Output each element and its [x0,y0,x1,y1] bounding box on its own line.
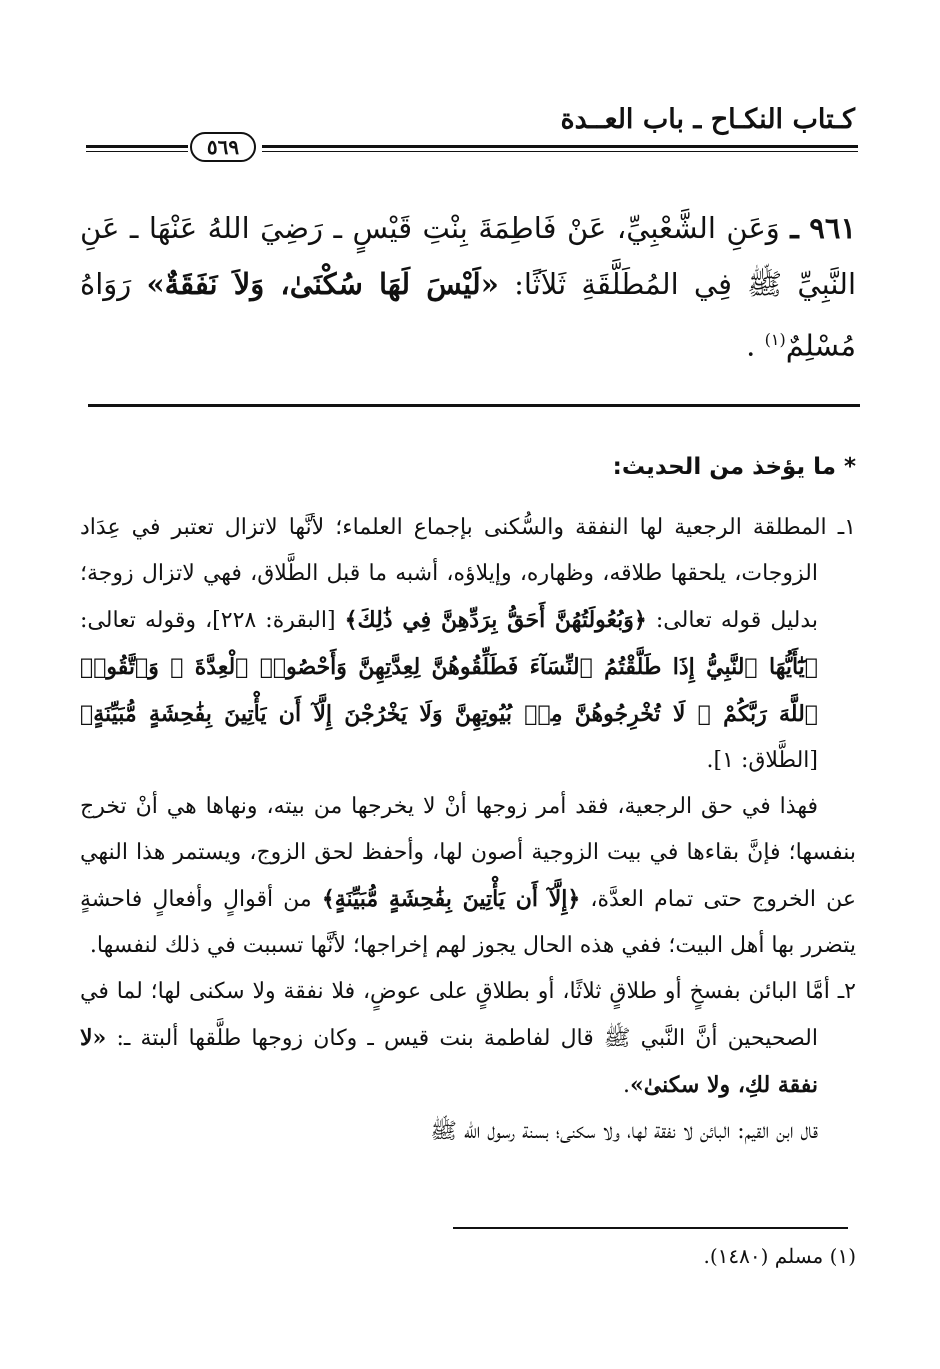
point-1-text-a: ١ـ المطلقة الرجعية لها النفقة والسُّكنى بإجماع العلماء؛ لأنَّها لاتزال تعتبر في عِدَاد الزوجات، يلحقها طلاقه، وظهاره، وإيلاؤه، أشبه ما قبل الطَّلاق، فهي لاتزال زوجة؛ بدليل قوله تعالى: [80,515,856,633]
point-1-continuation [80,784,856,969]
point-2-text-a: ٢ـ أمَّا البائن بفسخٍ أو طلاقٍ ثلاثًا، أو بطلاقٍ على عوضٍ، فلا نفقة ولا سكنى لها؛ لما في الصحيحين أنَّ النَّبي ﷺ قال لفاطمة بنت قيس ـ وكان زوجها طلَّقها ألبتة ـ: [80,979,856,1051]
footnote: (١) مسلم (١٤٨٠). [703,1244,856,1268]
footnote-marker[interactable]: (١) [764,330,786,349]
section-divider [88,404,860,407]
quran-verse-talaq: ﴿يَٰٓأَيُّهَا ٱلنَّبِيُّ إِذَا طَلَّقْتُمُ ٱلنِّسَآءَ فَطَلِّقُوهُنَّ لِعِدَّتِهِنَّ وَأَحْصُوا۟ ٱلْعِدَّةَ ۖ وَٱتَّقُوا۟ ٱللَّهَ رَبَّكُمْ ۖ لَا تُخْرِجُوهُنَّ مِنۢ بُيُوتِهِنَّ وَلَا يَخْرُجْنَ إِلَّآ أَن يَأْتِينَ بِفَٰحِشَةٍ مُّبَيِّنَةٍ﴾ [80,654,818,727]
running-title: كـتاب النكـاح ـ باب العــدة [560,104,855,135]
hadith-end: . [746,328,765,363]
point-1-text-b: [البقرة: ٢٢٨]، وقوله تعالى: [80,608,345,633]
hadith-source: رَوَاهُ مُسْلِمٌ [80,267,856,363]
point-2 [80,969,856,1109]
point-1b-text-b: من أقوالٍ وأفعالٍ فاحشةٍ يتضرر بها أهل البيت؛ ففي هذه الحال يجوز لهم إخراجها؛ لأنَّها تسببت في ذلك لنفسها. [80,887,856,958]
point-1-text-c: [الطَّلاق: ١]. [706,748,818,773]
hadith-dash: ـ [790,211,799,245]
commentary-body [80,505,856,1155]
point-1b-text-a: فهذا في حق الرجعية، فقد أمر زوجها أنْ لا يخرجها من بيته، ونهاها هي أنْ تخرج بنفسها؛ فإنَّ بقاءها في بيت الزوجية أصون لها، وأحفظ لحق الزوج، ويستمر هذا النهي عن الخروج حتى تمام العدَّة، [80,794,856,912]
header-rule-left [86,145,188,148]
page-number: ٥٦٩ [190,132,256,162]
point-2-text-b: . [623,1073,631,1098]
header-rule-right-thin [262,151,858,152]
footnote-rule [453,1227,848,1229]
header-rule-right [262,145,858,148]
quran-verse-baqara: ﴿وَبُعُولَتُهُنَّ أَحَقُّ بِرَدِّهِنَّ فِي ذَٰلِكَ﴾ [344,607,647,633]
quran-verse-fahisha: ﴿إِلَّآ أَن يَأْتِينَ بِفَٰحِشَةٍ مُّبَيِّنَةٍ﴾ [321,886,581,912]
point-3: قال ابن القيم: البائن لا نفقة لها، ولا سكنى؛ بسنة رسول الله ﷺ [430,1119,818,1144]
hadith-chain: وَعَنِ الشَّعْبِيِّ، عَنْ فَاطِمَةَ بِنْتِ قَيْسٍ ـ رَضِيَ اللهُ عَنْهَا ـ عَنِ النَّبِيِّ ﷺ فِي المُطَلَّقَةِ ثَلاَثًا: [80,211,856,301]
point-1 [80,505,856,784]
point-2-quote: «لا نفقة لكِ، ولا سكنىٰ» [80,1025,818,1098]
section-heading: * ما يؤخذ من الحديث: [612,454,856,480]
hadith-number: ٩٦١ [809,211,857,245]
hadith-text [80,200,856,374]
header-rule-left-thin [86,151,188,152]
hadith-quote: «لَيْسَ لَهَا سُكْنَىٰ، وَلاَ نَفَقَةٌ» [146,267,499,301]
